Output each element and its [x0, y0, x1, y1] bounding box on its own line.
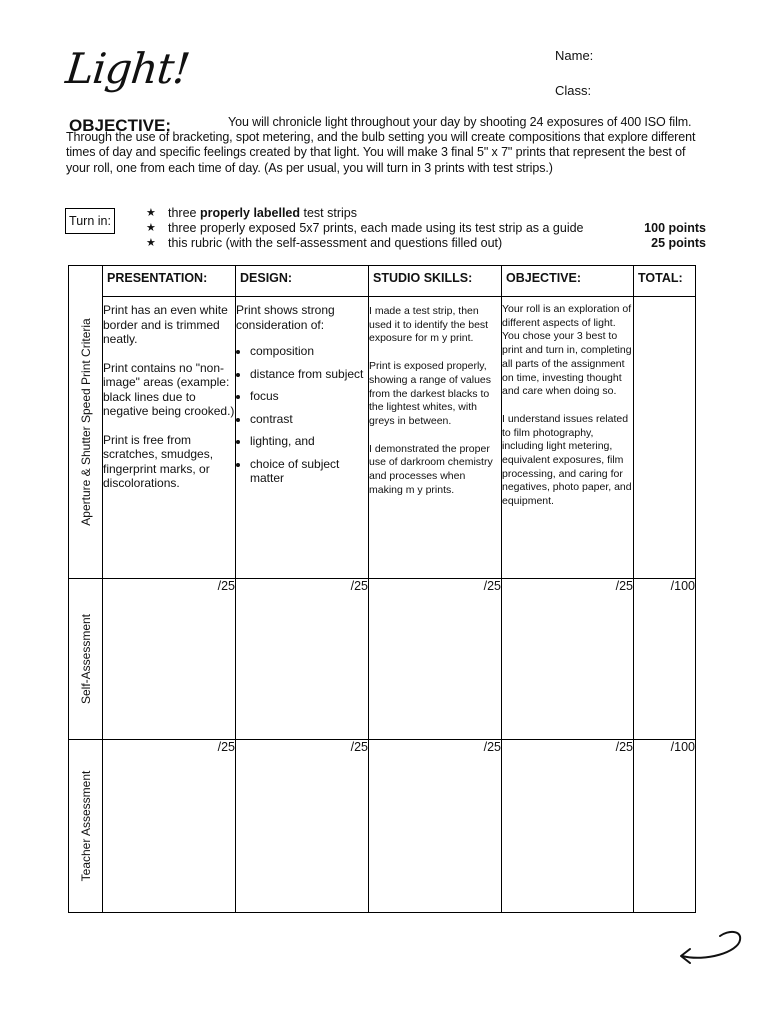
- objective-label: OBJECTIVE:: [69, 116, 172, 135]
- teacher-studio-score[interactable]: /25: [369, 740, 502, 913]
- self-total-score[interactable]: /100: [634, 579, 696, 740]
- star-icon: ★: [146, 207, 156, 219]
- worksheet-title: Light!: [63, 44, 192, 93]
- name-label: Name:: [555, 48, 594, 63]
- teacher-objective-score[interactable]: /25: [502, 740, 634, 913]
- self-assessment-row: [69, 579, 696, 740]
- header-objective: OBJECTIVE:: [502, 266, 634, 297]
- criteria-row: [69, 297, 696, 579]
- total-criteria-cell: [634, 297, 696, 579]
- row-label-self: Self-Assessment: [69, 579, 103, 740]
- points-value: 25 points: [651, 236, 706, 250]
- teacher-assessment-row: [69, 740, 696, 913]
- self-design-score[interactable]: /25: [236, 579, 369, 740]
- self-presentation-score[interactable]: /25: [103, 579, 236, 740]
- turn-in-item: ★ three properly exposed 5x7 prints, each made using its test strip as a guide 100 points: [146, 221, 706, 235]
- turn-in-item: ★ three properly labelled test strips: [146, 206, 357, 220]
- row-label-criteria: Aperture & Shutter Speed Print Criteria: [69, 266, 103, 579]
- turn-in-label: Turn in:: [65, 208, 115, 234]
- header-total: TOTAL:: [634, 266, 696, 297]
- star-icon: ★: [146, 222, 156, 234]
- rubric-header-row: [69, 266, 696, 297]
- star-icon: ★: [146, 237, 156, 249]
- header-studio-skills: STUDIO SKILLS:: [369, 266, 502, 297]
- header-design: DESIGN:: [236, 266, 369, 297]
- header-presentation: PRESENTATION:: [103, 266, 236, 297]
- presentation-criteria: Print has an even white border and is trimmed neatly. Print contains no "non-image" areas (example: black lines due to negative being crooked.) Print is free from scratches, smudges, fingerprint marks, or discolorations.: [103, 297, 236, 579]
- turn-in-item: ★ this rubric (with the self-assessment and questions filled out) 25 points: [146, 236, 706, 250]
- teacher-total-score[interactable]: /100: [634, 740, 696, 913]
- studio-skills-criteria: I made a test strip, then used it to identify the best exposure for m y print. Print is exposed properly, showing a range of values from the darkest blacks to the lightest whites, with greys in between. I demonstrated the proper use of darkroom chemistry and processes when making m y prints.: [369, 297, 502, 579]
- design-criteria: Print shows strong consideration of: • composition • distance from subject • focus • contrast • lighting, and • choice of subject matter: [236, 297, 369, 579]
- objective-text: [66, 115, 706, 176]
- curved-arrow-icon: [676, 926, 748, 975]
- rubric-table: [68, 265, 696, 913]
- objective-body: You will chronicle light throughout your day by shooting 24 exposures of 400 ISO film. Through the use of bracketing, spot metering, and the bulb setting you will create compositions that explore different times of day and specific feelings created by that light. You will make 3 final 5" x 7" prints that represent the best of your roll, one from each time of day. (As per usual, you will turn in 3 prints with test strips.): [66, 115, 696, 175]
- teacher-design-score[interactable]: /25: [236, 740, 369, 913]
- self-studio-score[interactable]: /25: [369, 579, 502, 740]
- points-value: 100 points: [644, 221, 706, 235]
- objective-criteria: Your roll is an exploration of different aspects of light. You chose your 3 best to print and turn in, completing all parts of the assignment on time, investing thought and care when doing so. I understand issues related to film photography, including light metering, equivalent exposures, film processing, and caring for negatives, photo paper, and equipment.: [502, 297, 634, 579]
- self-objective-score[interactable]: /25: [502, 579, 634, 740]
- class-label: Class:: [555, 83, 592, 98]
- row-label-teacher: Teacher Assessment: [69, 740, 103, 913]
- turn-in-list: [146, 206, 706, 251]
- teacher-presentation-score[interactable]: /25: [103, 740, 236, 913]
